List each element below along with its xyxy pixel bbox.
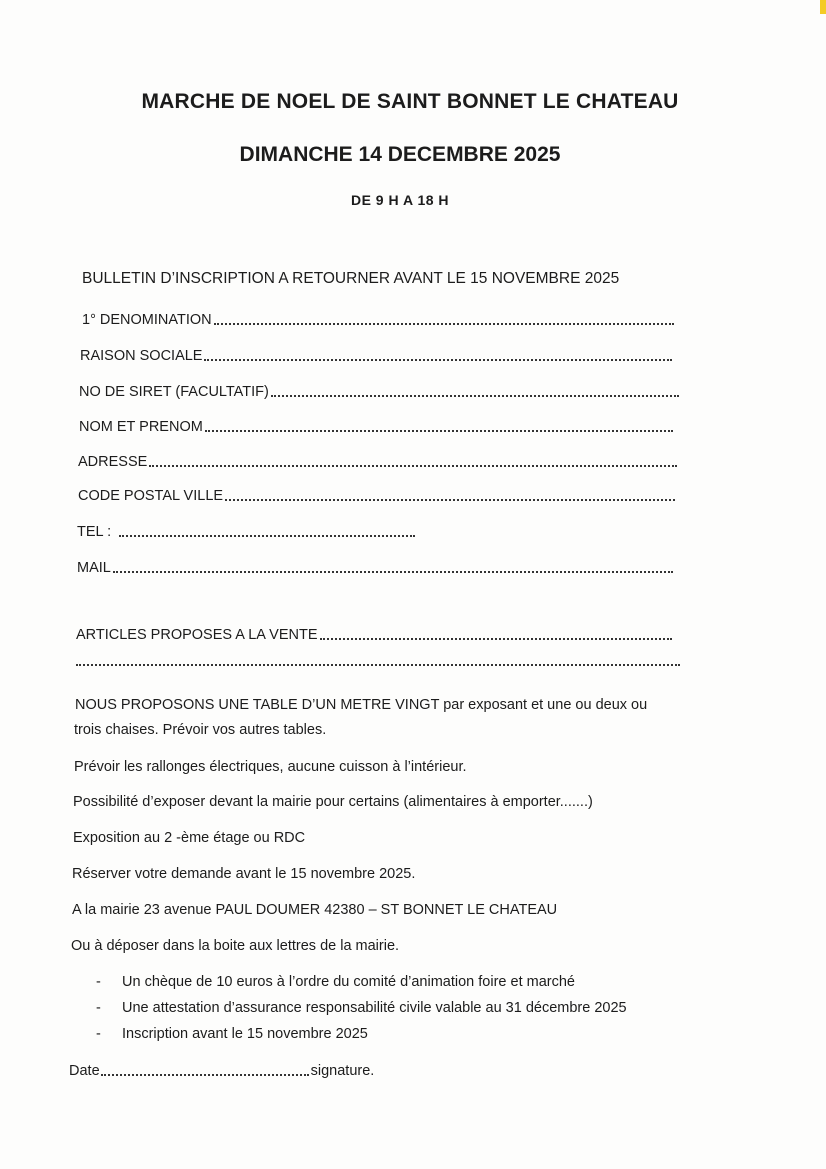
field-articles-continuation[interactable]: [76, 664, 680, 669]
info-adresse-mairie: A la mairie 23 avenue PAUL DOUMER 42380 – ST BONNET LE CHATEAU: [72, 902, 558, 918]
info-exposition: Exposition au 2 -ème étage ou RDC: [73, 830, 306, 846]
field-tel-label: TEL :: [77, 524, 112, 540]
field-articles[interactable]: [76, 627, 672, 643]
footer-signature-label: signature.: [310, 1063, 375, 1079]
info-table-line2: trois chaises. Prévoir vos autres tables.: [74, 722, 327, 738]
field-adresse-line[interactable]: [149, 465, 677, 467]
field-code-postal-ville[interactable]: [78, 488, 675, 504]
info-reserver: Réserver votre demande avant le 15 novembre 2025.: [72, 866, 416, 882]
field-raison-sociale[interactable]: [80, 348, 672, 364]
field-siret-line[interactable]: [271, 395, 679, 397]
event-hours: DE 9 H A 18 H: [350, 192, 450, 208]
field-mail-label: MAIL: [77, 560, 111, 576]
requirement-text: Un chèque de 10 euros à l’ordre du comité d’animation foire et marché: [122, 974, 575, 990]
event-title: MARCHE DE NOEL DE SAINT BONNET LE CHATEAU: [141, 90, 679, 113]
bullet-dash: -: [96, 974, 101, 990]
info-rallonges: Prévoir les rallonges électriques, aucune cuisson à l’intérieur.: [74, 759, 467, 775]
footer-date-label: Date: [69, 1063, 100, 1079]
field-nom-prenom[interactable]: [79, 419, 673, 435]
field-raison-sociale-label: RAISON SOCIALE: [80, 348, 203, 364]
bullet-dash: -: [96, 1000, 101, 1016]
field-tel-line[interactable]: [119, 535, 415, 537]
field-nom-prenom-line[interactable]: [205, 430, 673, 432]
info-deposer: Ou à déposer dans la boite aux lettres de la mairie.: [71, 938, 400, 954]
field-articles-line-2[interactable]: [76, 664, 680, 666]
requirement-text: Une attestation d’assurance responsabilité civile valable au 31 décembre 2025: [122, 1000, 627, 1016]
scan-edge-mark: [820, 0, 826, 14]
field-articles-line[interactable]: [320, 638, 672, 640]
field-denomination-line[interactable]: [214, 323, 674, 325]
field-denomination[interactable]: [82, 312, 674, 328]
field-siret-label: NO DE SIRET (FACULTATIF): [79, 384, 269, 400]
field-tel[interactable]: [77, 524, 415, 540]
info-exposer: Possibilité d’exposer devant la mairie pour certains (alimentaires à emporter.......): [73, 794, 593, 810]
field-adresse-label: ADRESSE: [78, 454, 148, 470]
field-code-postal-ville-line[interactable]: [225, 499, 675, 501]
field-mail[interactable]: [77, 560, 673, 576]
field-mail-line[interactable]: [113, 571, 673, 573]
field-nom-prenom-label: NOM ET PRENOM: [79, 419, 203, 435]
field-articles-label: ARTICLES PROPOSES A LA VENTE: [76, 627, 318, 643]
info-table-line1: NOUS PROPOSONS UNE TABLE D’UN METRE VINGT par exposant et une ou deux ou: [75, 697, 648, 713]
requirement-text: Inscription avant le 15 novembre 2025: [122, 1026, 368, 1042]
field-code-postal-ville-label: CODE POSTAL VILLE: [78, 488, 224, 504]
field-adresse[interactable]: [78, 454, 677, 470]
field-raison-sociale-line[interactable]: [204, 359, 672, 361]
footer-date-line[interactable]: [101, 1074, 309, 1076]
footer-date-signature[interactable]: [69, 1063, 374, 1079]
field-siret[interactable]: [79, 384, 679, 400]
event-date: DIMANCHE 14 DECEMBRE 2025: [239, 143, 561, 166]
bullet-dash: -: [96, 1026, 101, 1042]
field-denomination-label: 1° DENOMINATION: [82, 312, 212, 328]
form-heading: BULLETIN D’INSCRIPTION A RETOURNER AVANT LE 15 NOVEMBRE 2025: [82, 270, 620, 287]
